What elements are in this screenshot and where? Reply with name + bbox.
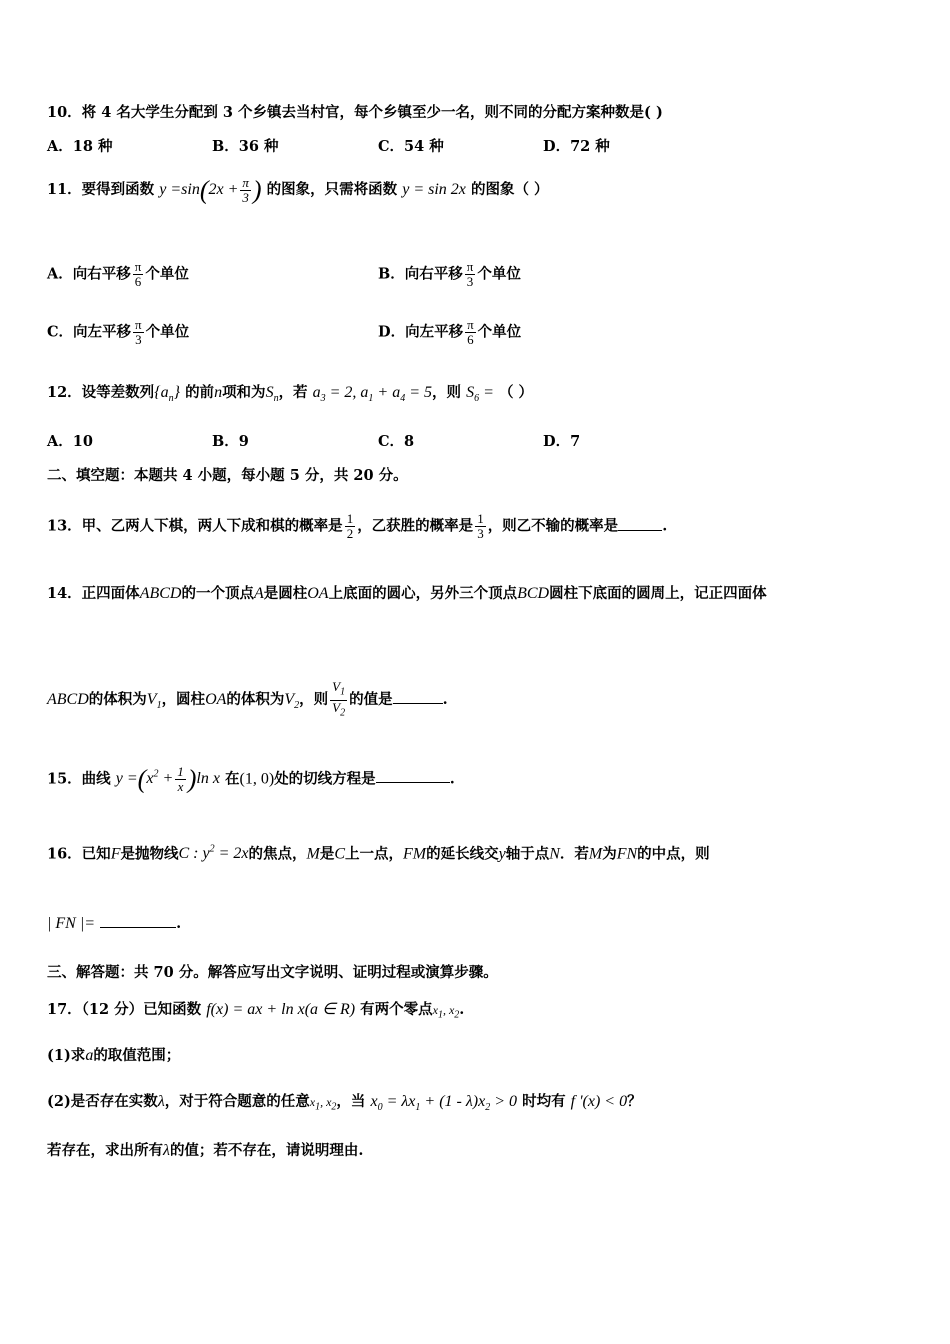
- q13-answer-blank[interactable]: [618, 516, 662, 531]
- question-12-stem: 12．设等差数列$\{a_n\}$ 的前n项和为$S_n$，若 $a_3 = 2$, $a_1 + a_4 = 5$，则 $S_6$ = （ ）: [47, 384, 533, 405]
- q12-option-d[interactable]: D．7: [543, 433, 581, 450]
- question-10-stem: 10．将 4 名大学生分配到 3 个乡镇去当村官，每个乡镇至少一名，则不同的分配方案种数是( ): [47, 104, 663, 121]
- q16-answer-blank[interactable]: [100, 913, 176, 928]
- q11-suffix: 的图象（ ）: [470, 181, 549, 199]
- q12-option-b[interactable]: B．9: [212, 433, 249, 450]
- q12-option-c[interactable]: C．8: [378, 433, 415, 450]
- question-16-continued: | FN |= .: [47, 915, 182, 932]
- question-14-continued: ABCD的体积为$V_1$，圆柱OA的体积为$V_2$，则 $\frac{V_1}{V_2}$ 的值是 .: [47, 679, 448, 719]
- q10-option-a[interactable]: A．18 种: [47, 138, 113, 155]
- q15-answer-blank[interactable]: [376, 768, 450, 783]
- fraction-one-third: $\frac{1}{3}$: [477, 511, 484, 541]
- q11-formula-source: y = sin 2x: [402, 181, 466, 199]
- q17-function: f(x) = ax + ln x(a ∈ R): [206, 1001, 356, 1018]
- fraction-one-half: $\frac{1}{2}$: [346, 511, 354, 541]
- q11-formula-target: y =sin(2x + $\frac{\pi}{3}$ ): [159, 175, 262, 205]
- q11-option-b[interactable]: B．向右平移 $\frac{\pi}{3}$ 个单位: [378, 259, 521, 289]
- q14-answer-blank[interactable]: [393, 689, 443, 704]
- fraction-v1-over-v2: $\frac{V_1}{V_2}$: [332, 679, 346, 719]
- q12-conditions: $a_3 = 2$, $a_1 + a_4 = 5$: [312, 384, 433, 405]
- q15-curve-formula: $y =(x^2$ + $\frac{1}{x}$ )ln x: [115, 764, 220, 795]
- question-13-stem: 13．甲、乙两人下棋，两人下成和棋的概率是 $\frac{1}{2}$ ，乙获胜的概率是 $\frac{1}{3}$ ，则乙不输的概率是 .: [47, 511, 668, 541]
- question-17-part-1: (1)求a的取值范围；: [47, 1047, 181, 1064]
- q12-option-a[interactable]: A．10: [47, 433, 93, 450]
- q11-option-a[interactable]: A．向右平移 $\frac{\pi}{6}$ 个单位: [47, 259, 189, 289]
- question-17-stem: 17．（12 分）已知函数 f(x) = ax + ln x(a ∈ R) 有两个零点$x_1$, $x_2$.: [47, 1001, 465, 1021]
- section-2-heading: 二、填空题：本题共 4 小题，每小题 5 分，共 20 分。: [47, 467, 408, 484]
- q12-sequence: $\{a_n\}$: [154, 384, 180, 405]
- question-14-stem: 14．正四面体ABCD的一个顶点A是圆柱OA上底面的圆心，另外三个顶点BCD圆柱下底面的圆周上，记正四面体: [47, 585, 767, 602]
- q10-option-c[interactable]: C．54 种: [378, 138, 444, 155]
- question-17-part-2-continued: 若存在，求出所有λ的值；若不存在，请说明理由.: [47, 1142, 364, 1159]
- q11-option-d[interactable]: D．向左平移 $\frac{\pi}{6}$ 个单位: [378, 317, 522, 347]
- q10-option-d[interactable]: D．72 种: [543, 138, 610, 155]
- q11-option-c[interactable]: C．向左平移 $\frac{\pi}{3}$ 个单位: [47, 317, 190, 347]
- q17-derivative: f '(x) < 0: [570, 1093, 628, 1110]
- question-11-stem: [47, 176, 549, 205]
- question-17-part-2: (2)是否存在实数λ，对于符合题意的任意$x_1$, $x_2$，当 $x_0 = \lambda x_1 + (1 - \lambda)x_2 > 0$ 时均有 f '(x) < 0？: [47, 1093, 642, 1114]
- section-3-heading: 三、解答题：共 70 分。解答应写出文字说明、证明过程或演算步骤。: [47, 964, 498, 981]
- q11-prefix: 11．要得到函数: [47, 181, 155, 199]
- q17-condition: $x_0 = \lambda x_1 + (1 - \lambda)x_2 > 0$: [370, 1093, 518, 1114]
- question-16-stem: 16．已知F是抛物线C : $y^2 = 2x$的焦点，M是C上一点，FM的延长线交y轴于点N．若M为FN的中点，则: [47, 844, 710, 863]
- question-15-stem: 15．曲线 $y =(x^2$ + $\frac{1}{x}$ )ln x 在(1, 0)处的切线方程是 .: [47, 764, 455, 795]
- q10-option-b[interactable]: B．36 种: [212, 138, 279, 155]
- q11-middle: 的图象，只需将函数: [266, 181, 398, 199]
